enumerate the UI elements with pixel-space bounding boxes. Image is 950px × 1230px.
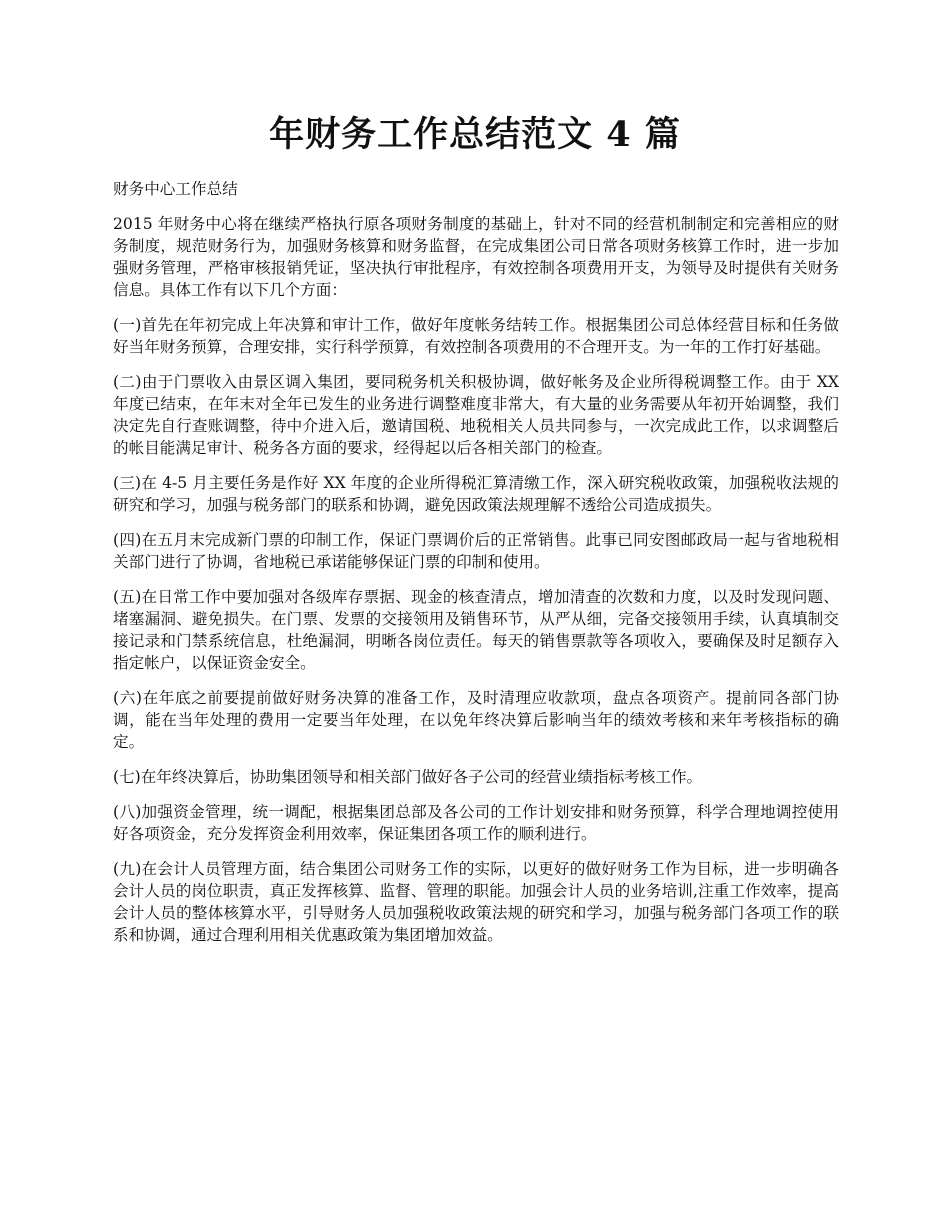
- paragraph-item-6: (六)在年底之前要提前做好财务决算的准备工作，及时清理应收款项，盘点各项资产。提前同各部门协调，能在当年处理的费用一定要当年处理，在以免年终决算后影响当年的绩效考核和来年考核指标的确定。: [113, 689, 839, 751]
- section-subtitle: 财务中心工作总结: [113, 180, 238, 198]
- paragraph-item-5: (五)在日常工作中要加强对各级库存票据、现金的核查清点，增加清查的次数和力度，以及时发现问题、堵塞漏洞、避免损失。在门票、发票的交接领用及销售环节，从严从细，完备交接领用手续，认真填制交接记录和门禁系统信息，杜绝漏洞，明晰各岗位责任。每天的销售票款等各项收入，要确保及时足额存入指定帐户，以保证资金安全。: [113, 588, 839, 672]
- paragraph-intro: 2015 年财务中心将在继续严格执行原各项财务制度的基础上，针对不同的经营机制制定和完善相应的财务制度，规范财务行为，加强财务核算和财务监督，在完成集团公司日常各项财务核算工作时，进一步加强财务管理，严格审核报销凭证，坚决执行审批程序，有效控制各项费用开支，为领导及时提供有关财务信息。具体工作有以下几个方面：: [113, 215, 839, 299]
- page-title: 年财务工作总结范文 4 篇: [269, 114, 681, 155]
- paragraph-item-2: (二)由于门票收入由景区调入集团，要同税务机关积极协调，做好帐务及企业所得税调整工作。由于 XX 年度已结束，在年末对全年已发生的业务进行调整难度非常大，有大量的业务需要从年初开始调整，我们决定先自行查账调整，待中介进入后，邀请国税、地税相关人员共同参与，一次完成此工作，以求调整后的帐目能满足审计、税务各方面的要求，经得起以后各相关部门的检查。: [113, 373, 839, 457]
- paragraph-item-3: (三)在 4-5 月主要任务是作好 XX 年度的企业所得税汇算清缴工作，深入研究税收政策，加强税收法规的研究和学习，加强与税务部门的联系和协调，避免因政策法规理解不透给公司造成损失。: [113, 474, 839, 514]
- paragraph-item-1: (一)首先在年初完成上年决算和审计工作，做好年度帐务结转工作。根据集团公司总体经营目标和任务做好当年财务预算，合理安排，实行科学预算，有效控制各项费用的不合理开支。为一年的工作打好基础。: [113, 316, 839, 356]
- paragraph-item-8: (八)加强资金管理，统一调配，根据集团总部及各公司的工作计划安排和财务预算，科学合理地调控使用好各项资金，充分发挥资金利用效率，保证集团各项工作的顺利进行。: [113, 803, 839, 843]
- paragraph-item-7: (七)在年终决算后，协助集团领导和相关部门做好各子公司的经营业绩指标考核工作。: [113, 768, 703, 786]
- paragraph-item-4: (四)在五月末完成新门票的印制工作，保证门票调价后的正常销售。此事已同安图邮政局一起与省地税相关部门进行了协调，省地税已承诺能够保证门票的印制和使用。: [113, 531, 839, 571]
- document-body: [113, 178, 839, 959]
- paragraph-item-9: (九)在会计人员管理方面，结合集团公司财务工作的实际，以更好的做好财务工作为目标，进一步明确各会计人员的岗位职责，真正发挥核算、监督、管理的职能。加强会计人员的业务培训,注重工作效率，提高会计人员的整体核算水平，引导财务人员加强税收政策法规的研究和学习，加强与税务部门各项工作的联系和协调，通过合理利用相关优惠政策为集团增加效益。: [113, 860, 839, 944]
